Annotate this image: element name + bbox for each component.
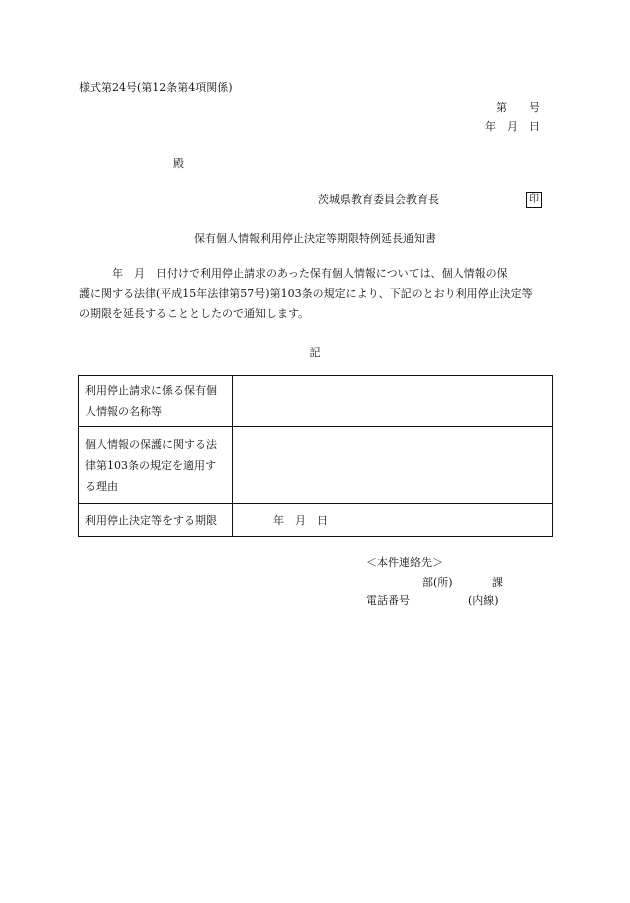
contact-department: 部(所): [422, 576, 453, 589]
ki-heading: 記: [309, 346, 321, 359]
contact-phone-label: 電話番号: [366, 594, 410, 607]
label-line: 人情報の名称等: [85, 405, 162, 418]
body-line: の期限を延長することとしたので通知します。: [79, 307, 310, 320]
label-line: 利用停止請求に係る保有個: [85, 384, 217, 397]
body-line: 年 月 日付けで利用停止請求のあった保有個人情報については、個人情報の保: [79, 267, 508, 280]
document-title: 保有個人情報利用停止決定等期限特例延長通知書: [194, 232, 436, 245]
row-label-target-info: [79, 376, 233, 427]
contact-extension: (内線): [468, 594, 499, 607]
sender-name: 茨城県教育委員会教育長: [318, 193, 439, 206]
label-line: 個人情報の保護に関する法: [85, 437, 217, 451]
contact-header: ＜本件連絡先＞: [366, 556, 443, 569]
body-line: 護に関する法律(平成15年法律第57号)第103条の規定により、下記のとおり利用停止決定等: [79, 287, 533, 300]
label-line: 利用停止決定等をする期限: [85, 513, 217, 527]
contact-section: 課: [492, 576, 503, 589]
table-row: [79, 504, 553, 537]
document-number: 第 号: [496, 101, 540, 114]
form-number: 様式第24号(第12条第4項関係): [79, 81, 233, 94]
details-table: [78, 375, 553, 537]
row-label-deadline: [79, 504, 233, 537]
seal-stamp-box: 印: [526, 192, 542, 208]
table-row: [79, 427, 553, 504]
table-row: [79, 376, 553, 427]
recipient-honorific: 殿: [173, 157, 184, 170]
document-date: 年 月 日: [485, 120, 540, 133]
label-line: る理由: [85, 479, 118, 493]
label-line: 律第103条の規定を適用す: [85, 458, 216, 472]
body-paragraph: [79, 264, 557, 324]
row-value-reason[interactable]: [233, 427, 553, 504]
row-value-deadline[interactable]: 年 月 日: [233, 504, 553, 537]
row-label-reason: [79, 427, 233, 504]
row-value-target-info[interactable]: [233, 376, 553, 427]
